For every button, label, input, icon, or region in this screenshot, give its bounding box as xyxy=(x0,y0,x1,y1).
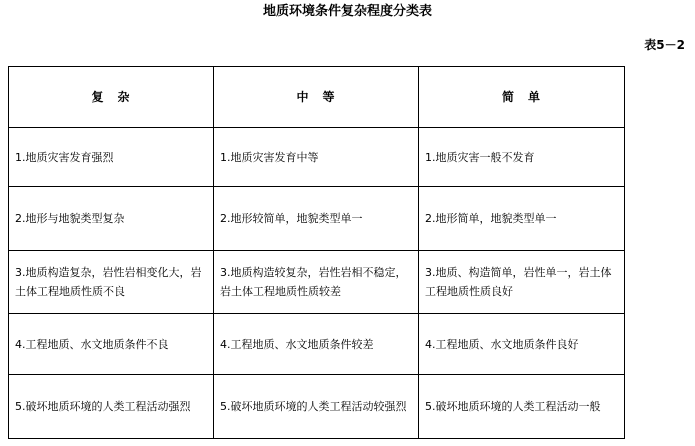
table-row xyxy=(9,251,625,314)
classification-table xyxy=(8,66,625,439)
header-complex: 复 杂 xyxy=(9,67,214,128)
document-title: 地质环境条件复杂程度分类表 xyxy=(262,4,432,19)
table-row xyxy=(9,187,625,251)
table-row xyxy=(9,128,625,187)
table-cell: 4.工程地质、水文地质条件不良 xyxy=(9,314,214,375)
table-cell: 4.工程地质、水文地质条件较差 xyxy=(214,314,419,375)
table-cell: 1.地质灾害一般不发育 xyxy=(419,128,625,187)
table-number: 表5－2 xyxy=(644,38,685,52)
table-cell: 2.地形较简单，地貌类型单一 xyxy=(214,187,419,251)
table-cell: 1.地质灾害发育强烈 xyxy=(9,128,214,187)
table-cell: 3.地质构造较复杂，岩性岩相不稳定，岩土体工程地质性质较差 xyxy=(214,251,419,314)
table-row xyxy=(9,375,625,439)
table-cell: 4.工程地质、水文地质条件良好 xyxy=(419,314,625,375)
header-simple: 简 单 xyxy=(419,67,625,128)
table-cell: 5.破坏地质环境的人类工程活动一般 xyxy=(419,375,625,439)
table-cell: 3.地质构造复杂，岩性岩相变化大，岩土体工程地质性质不良 xyxy=(9,251,214,314)
table-header-row xyxy=(9,67,625,128)
table-cell: 3.地质、构造简单，岩性单一，岩土体工程地质性质良好 xyxy=(419,251,625,314)
table-cell: 5.破坏地质环境的人类工程活动较强烈 xyxy=(214,375,419,439)
table-cell: 2.地形简单，地貌类型单一 xyxy=(419,187,625,251)
table-row xyxy=(9,314,625,375)
table-cell: 2.地形与地貌类型复杂 xyxy=(9,187,214,251)
table-cell: 1.地质灾害发育中等 xyxy=(214,128,419,187)
header-medium: 中 等 xyxy=(214,67,419,128)
table-cell: 5.破坏地质环境的人类工程活动强烈 xyxy=(9,375,214,439)
